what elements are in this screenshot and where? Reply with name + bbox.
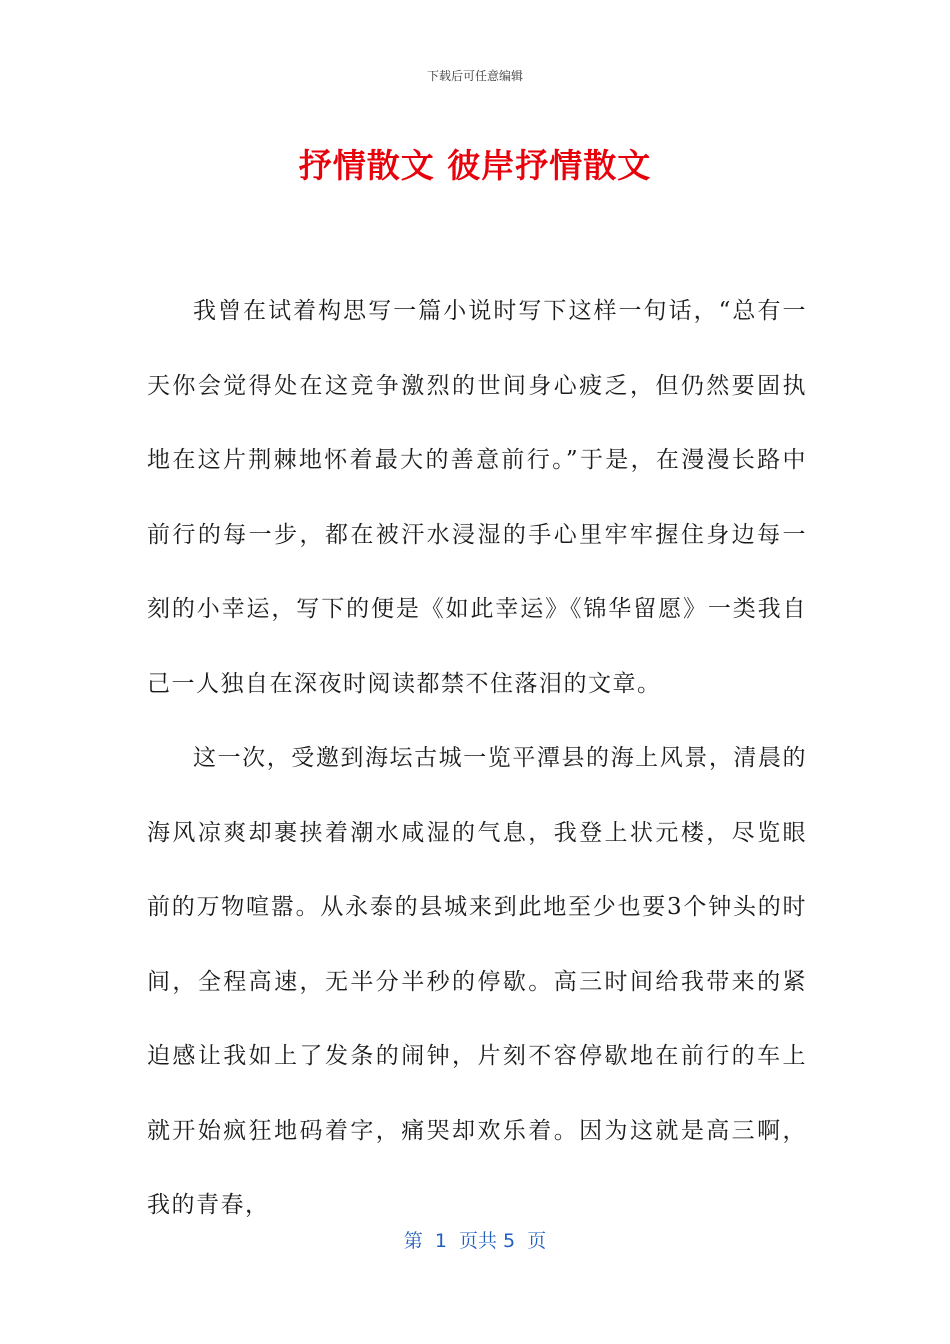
paragraph-1: 我曾在试着构思写一篇小说时写下这样一句话，“总有一天你会觉得处在这竞争激烈的世间身心疲乏，但仍然要固执地在这片荆棘地怀着最大的善意前行。”于是，在漫漫长路中前行的每一步，都在被汗水浸湿的手心里牢牢握住身边每一刻的小幸运，写下的便是《如此幸运》《锦华留愿》一类我自己一人独自在深夜时阅读都禁不住落泪的文章。 bbox=[147, 298, 807, 697]
document-title: 抒情散文 彼岸抒情散文 bbox=[298, 146, 652, 185]
document-body bbox=[147, 274, 807, 1243]
paragraph-2: 这一次，受邀到海坛古城一览平潭县的海上风景，清晨的海风凉爽却裹挟着潮水咸湿的气息，我登上状元楼，尽览眼前的万物喧嚣。从永泰的县城来到此地至少也要3个钟头的时间，全程高速，无半分半秒的停歇。高三时间给我带来的紧迫感让我如上了发条的闹钟，片刻不容停歇地在前行的车上就开始疯狂地码着字，痛哭却欢乐着。因为这就是高三啊，我的青春， bbox=[147, 745, 807, 1218]
page-number-footer: 第 1 页共 5 页 bbox=[403, 1230, 547, 1252]
header-note: 下载后可任意编辑 bbox=[426, 69, 523, 83]
